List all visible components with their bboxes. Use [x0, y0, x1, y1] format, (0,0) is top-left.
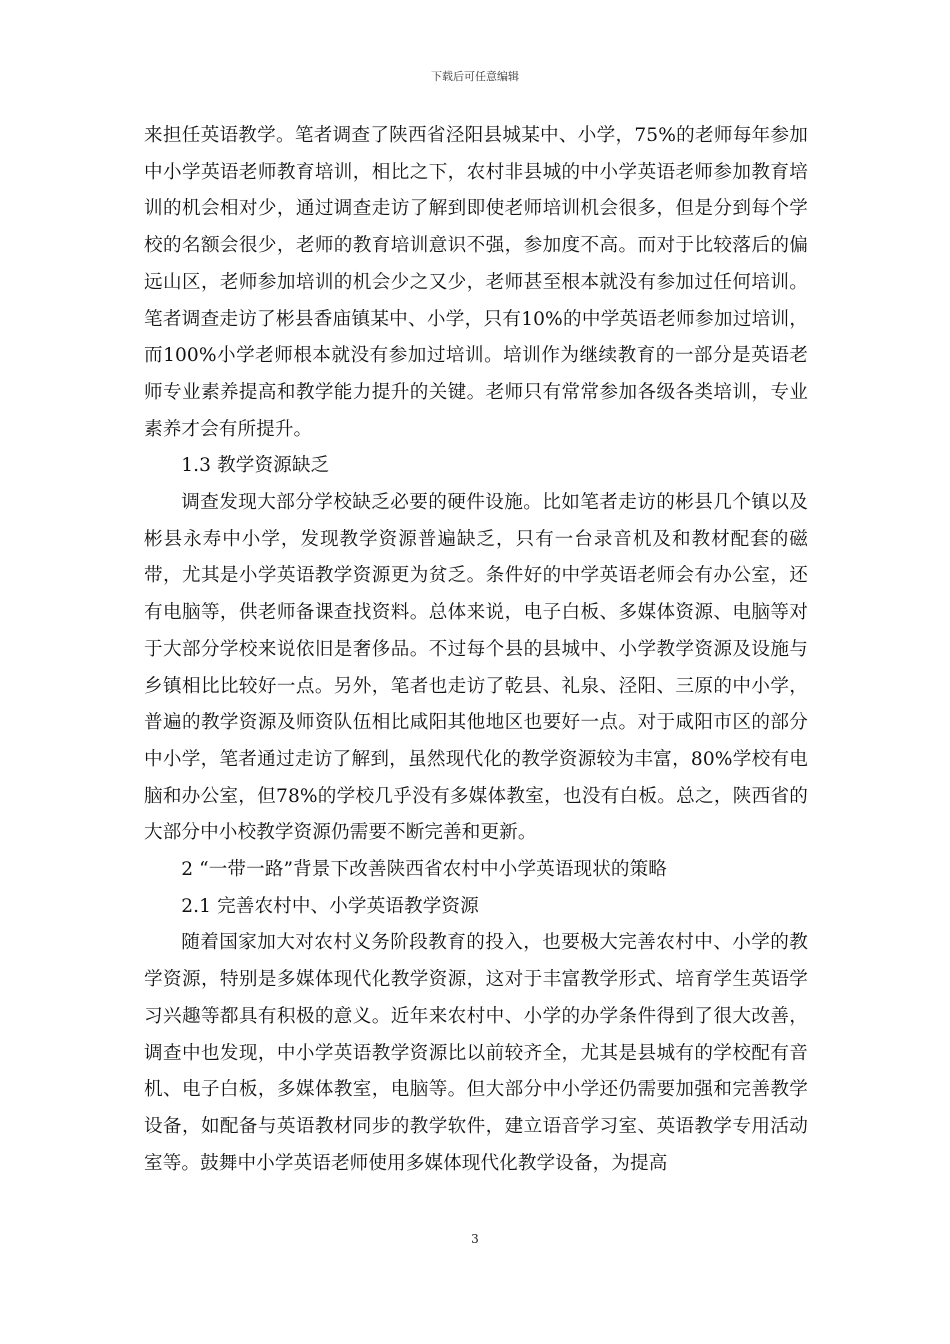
paragraph-improve-resources: 随着国家加大对农村义务阶段教育的投入，也要极大完善农村中、小学的教学资源，特别是多媒体现代化教学资源，这对于丰富教学形式、培育学生英语学习兴趣等都具有积极的意义。近年来农村中、小学的办学条件得到了很大改善，调查中也发现，中小学英语教学资源比以前较齐全，尤其是县城有的学校配有音机、电子白板，多媒体教室，电脑等。但大部分中小学还仍需要加强和完善教学设备，如配备与英语教材同步的教学软件，建立语音学习室、英语教学专用活动室等。鼓舞中小学英语老师使用多媒体现代化教学设备，为提高: [144, 932, 808, 1174]
section-heading-1-3: 1.3 教学资源缺乏: [181, 455, 330, 477]
paragraph-continuation: 来担任英语教学。笔者调查了陕西省泾阳县城某中、小学，75%的老师每年参加中小学英语老师教育培训，相比之下，农村非县城的中小学英语老师参加教育培训的机会相对少，通过调查走访了解到即使老师培训机会很多，但是分到每个学校的名额会很少，老师的教育培训意识不强，参加度不高。而对于比较落后的偏远山区，老师参加培训的机会少之又少，老师甚至根本就没有参加过任何培训。笔者调查走访了彬县香庙镇某中、小学，只有10%的中学英语老师参加过培训，而100%小学老师根本就没有参加过培训。培训作为继续教育的一部分是英语老师专业素养提高和教学能力提升的关键。老师只有常常参加各级各类培训，专业素养才会有所提升。: [144, 125, 808, 440]
document-body: [144, 118, 808, 1182]
section-heading-2: 2 “一带一路”背景下改善陕西省农村中小学英语现状的策略: [181, 859, 667, 881]
page-header-note: 下载后可任意编辑: [431, 70, 519, 83]
section-heading-2-1: 2.1 完善农村中、小学英语教学资源: [181, 895, 479, 917]
page-number: 3: [471, 1232, 479, 1246]
paragraph-teaching-resources: 调查发现大部分学校缺乏必要的硬件设施。比如笔者走访的彬县几个镇以及彬县永寿中小学，发现教学资源普遍缺乏，只有一台录音机及和教材配套的磁带，尤其是小学英语教学资源更为贫乏。条件好的中学英语老师会有办公室，还有电脑等，供老师备课查找资料。总体来说，电子白板、多媒体资源、电脑等对于大部分学校来说依旧是奢侈品。不过每个县的县城中、小学教学资源及设施与乡镇相比比较好一点。另外，笔者也走访了乾县、礼泉、泾阳、三原的中小学，普遍的教学资源及师资队伍相比咸阳其他地区也要好一点。对于咸阳市区的部分中小学，笔者通过走访了解到，虽然现代化的教学资源较为丰富，80%学校有电脑和办公室，但78%的学校几乎没有多媒体教室，也没有白板。总之，陕西省的大部分中小校教学资源仍需要不断完善和更新。: [144, 492, 808, 844]
